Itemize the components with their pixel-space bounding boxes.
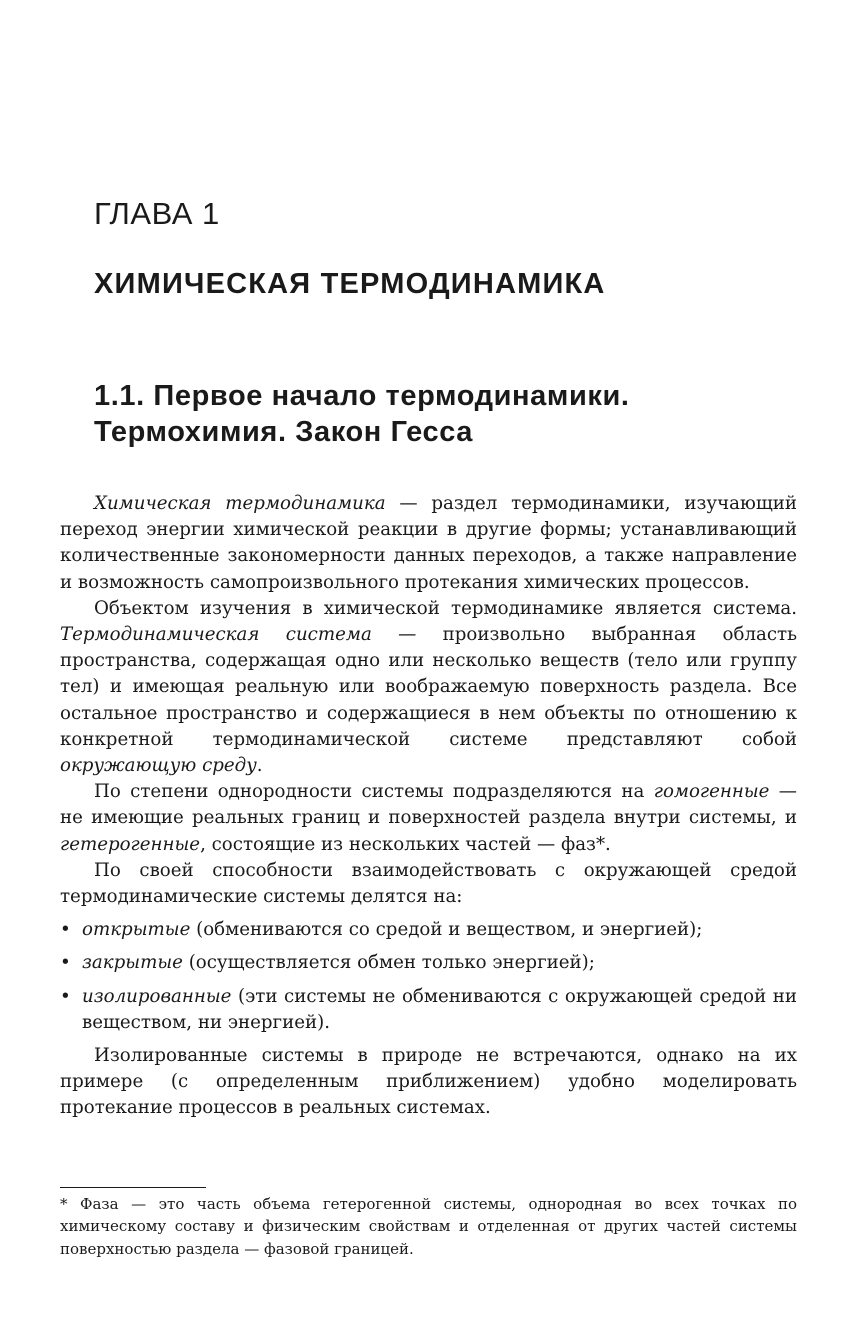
body-text (60, 491, 797, 1122)
list-item (60, 950, 797, 976)
footnote: * Фаза — это часть объема гетерогенной системы, однородная во всех точках по химическому составу и физическим свойствам и отделенная от других частей системы поверхностью раздела — фазовой границей. (60, 1195, 797, 1258)
term-chemical-thermodynamics: Химическая термодинамика (94, 493, 386, 514)
system-types-list (60, 917, 797, 1036)
bullet-icon: • (60, 985, 71, 1007)
bullet-icon: • (60, 919, 71, 941)
term-heterogeneous: гетерогенные (60, 833, 201, 855)
section-title-line-1: 1.1. Первое начало термодинамики. (94, 380, 630, 412)
paragraph-3-text-3: , состоящие из нескольких частей — фаз*. (200, 833, 611, 855)
list-item-term: изолированные (82, 985, 232, 1007)
list-item (60, 984, 797, 1036)
list-item-term: закрытые (82, 952, 183, 974)
list-item-term: открытые (82, 919, 191, 941)
paragraph-3 (60, 779, 797, 858)
paragraph-4: По своей способности взаимодействовать с окружающей средой термодинамические системы делятся на: (60, 859, 797, 908)
chapter-label: ГЛАВА 1 (94, 196, 220, 231)
list-item (60, 917, 797, 943)
section-title (94, 378, 630, 450)
footnote-separator (60, 1187, 206, 1188)
term-environment: окружающую среду (60, 755, 257, 777)
paragraph-3-text-1: По степени однородности системы подразделяются на (94, 781, 654, 803)
list-item-text: (обмениваются со средой и веществом, и энергией); (190, 919, 703, 941)
paragraph-1-text: — раздел термодинамики, изучающий переход энергии химической реакции в другие формы; устанавливающий количественные закономерности данных переходов, а также направление и возможность самопроизвольного протекания химических процессов. (60, 493, 797, 593)
paragraph-1 (60, 491, 797, 596)
paragraph-2-text-2: — произвольно выбранная область пространства, содержащая одно или несколько веществ (тело или группу тел) и имеющая реальную или воображаемую поверхность раздела. Все остальное пространство и содержащиеся в нем объекты по отношению к конкретной термодинамической системе представляют собой (60, 624, 797, 750)
paragraph-2 (60, 596, 797, 779)
paragraph-2-text-1: Объектом изучения в химической термодинамике является система. (94, 597, 797, 619)
list-item-text: (эти системы не обмениваются с окружающей средой ни веществом, ни энергией). (82, 985, 797, 1033)
paragraph-2-text-3: . (256, 755, 263, 777)
list-item-text: (осуществляется обмен только энергией); (182, 952, 595, 974)
term-thermodynamic-system: Термодинамическая система (60, 624, 372, 646)
paragraph-3-text-2: — не имеющие реальных границ и поверхностей раздела внутри системы, и (60, 781, 797, 829)
section-title-line-2: Термохимия. Закон Гесса (94, 416, 474, 448)
term-homogeneous: гомогенные (653, 781, 770, 803)
chapter-title: ХИМИЧЕСКАЯ ТЕРМОДИНАМИКА (94, 268, 606, 300)
paragraph-5: Изолированные системы в природе не встречаются, однако на их примере (с определенным приближением) удобно моделировать протекание процессов в реальных системах. (60, 1045, 797, 1119)
bullet-icon: • (60, 952, 71, 974)
